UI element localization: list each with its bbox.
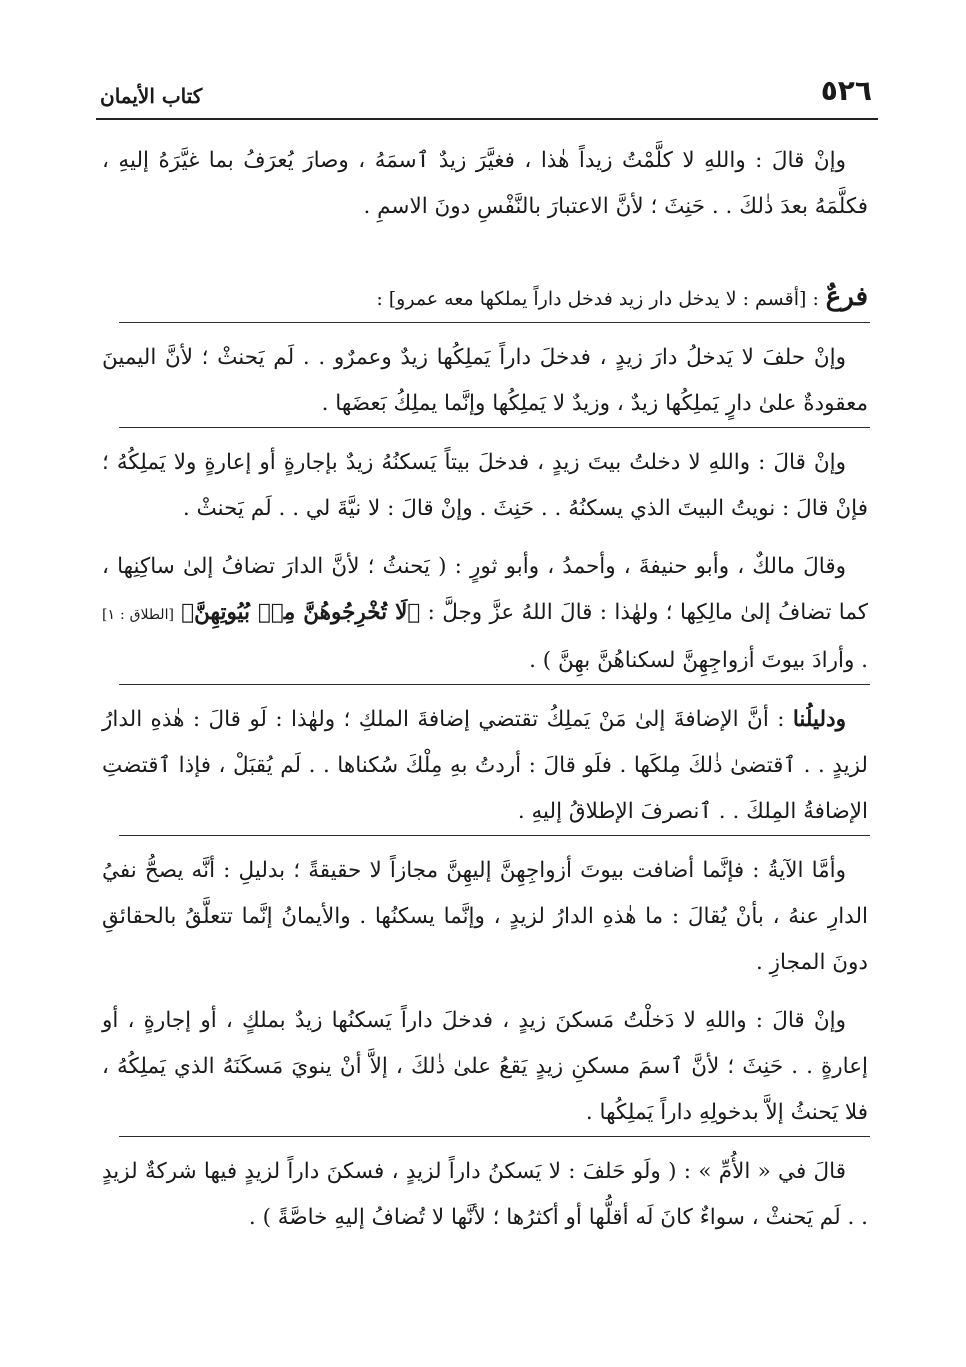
paragraph-8-text: قالَ في « الأُمِّ » : ( ولَو حَلفَ : لا يَسكنُ داراً لزيدٍ ، فسكنَ داراً لزيدٍ فيها شركةٌ لزيدٍ . . لَم يَحنثْ ، سواءٌ كانَ لَه أقلُّها أو أكثرُها ؛ لأنَّها لا تُضافُ إليهِ خاصَّةً ) . — [102, 1159, 868, 1230]
section-divider — [119, 835, 870, 836]
branch-heading-lead: فرعٌ — [825, 282, 868, 312]
paragraph-5-lead: ودليلُنا — [792, 707, 846, 732]
paragraph-1 — [96, 138, 878, 230]
branch-heading — [96, 274, 878, 322]
page-header — [96, 68, 878, 120]
paragraph-4 — [96, 544, 878, 684]
page-number: ٥٢٦ — [820, 74, 872, 107]
paragraph-3 — [96, 440, 878, 532]
branch-heading-note: : [أقسم : لا يدخل دار زيد فدخل داراً يملكها معه عمرو] : — [376, 288, 819, 310]
paragraph-7 — [96, 998, 878, 1136]
book-page — [96, 68, 878, 1241]
paragraph-8 — [96, 1149, 878, 1241]
quran-verse: ﴿لَا تُخْرِجُوهُنَّ مِنۢ بُيُوتِهِنَّ﴾ — [181, 600, 421, 625]
paragraph-4-text-b: . وأرادَ بيوتَ أزواجِهِنَّ لسكناهُنَّ بهِنَّ ) . — [529, 648, 868, 673]
paragraph-1-text: وإنْ قالَ : واللهِ لا كلَّمْتُ زيداً هٰذا ، فغيَّرَ زيدٌ ٱسمَهُ ، وصارَ يُعرَفُ بما غيَّرَهُ إليهِ ، فكلَّمَهُ بعدَ ذٰلكَ . . حَنِثَ ؛ لأنَّ الاعتبارَ بالنَّفْسِ دونَ الاسمِ . — [102, 148, 868, 219]
paragraph-6 — [96, 848, 878, 986]
running-title: كتاب الأيمان — [100, 84, 203, 108]
section-divider — [119, 1136, 870, 1137]
paragraph-7-text: وإنْ قالَ : واللهِ لا دَخلْتُ مَسكنَ زيدٍ ، فدخلَ داراً يَسكنُها زيدٌ بملكٍ ، أو إجارةٍ ، أو إعارةٍ . . حَنِثَ ؛ لأنَّ ٱسمَ مسكنِ زيدٍ يَقعُ علىٰ ذٰلكَ ، إلاَّ أنْ ينويَ مَسكَنَهُ الذي يَملِكُهُ ، فلا يَحنثُ إلاَّ بدخولِهِ داراً يَملِكُها . — [102, 1008, 868, 1125]
section-divider — [119, 427, 870, 428]
paragraph-3-text: وإنْ قالَ : واللهِ لا دخلتُ بيتَ زيدٍ ، فدخلَ بيتاً يَسكنُهُ زيدٌ بإجارةٍ أو إعارةٍ ولا يَملِكُهُ ؛ فإنْ قالَ : نويتُ البيتَ الذي يسكنُهُ . . حَنِثَ . وإنْ قالَ : لا نيَّةَ لي . . لَم يَحنثْ . — [102, 450, 868, 521]
paragraph-2 — [96, 335, 878, 427]
quran-reference: [الطلاق : ١] — [102, 607, 174, 623]
paragraph-5 — [96, 697, 878, 835]
paragraph-4-text-a: وقالَ مالكٌ ، وأبو حنيفةَ ، وأحمدُ ، وأبو ثورٍ : ( يَحنثُ ؛ لأنَّ الدارَ تضافُ إلىٰ ساكِنِها ، كما تضافُ إلىٰ مالِكِها ؛ ولهٰذا : قالَ اللهُ عزَّ وجلَّ : — [102, 554, 869, 625]
section-divider — [119, 322, 870, 323]
section-divider — [119, 684, 870, 685]
paragraph-5-text: : أنَّ الإضافةَ إلىٰ مَنْ يَملِكُ تقتضي إضافةَ الملكِ ؛ ولهٰذا : لَو قالَ : هٰذهِ الدارُ لزيدٍ . . ٱقتضىٰ ذٰلكَ مِلكَها . فلَو قالَ : أردتُ بهِ مِلْكَ سُكناها . . لَم يُقبَلْ ، فإذا ٱقتضتِ الإضافةُ المِلكَ . . ٱنصرفَ الإطلاقُ إليهِ . — [102, 707, 868, 824]
paragraph-6-text: وأمَّا الآيةُ : فإنَّما أضافت بيوتَ أزواجِهِنَّ إليهِنَّ مجازاً لا حقيقةً ؛ بدليلِ : أنَّه يصحُّ نفيُ الدارِ عنهُ ، بأنْ يُقالَ : ما هٰذهِ الدارُ لزيدٍ ، وإنَّما يسكنُها . والأيمانُ إنَّما تتعلَّقُ بالحقائقِ دونَ المجازِ . — [102, 858, 868, 975]
paragraph-2-text: وإنْ حلفَ لا يَدخلُ دارَ زيدٍ ، فدخلَ داراً يَملِكُها زيدٌ وعمرٌو . . لَم يَحنثْ ؛ لأنَّ اليمينَ معقودةٌ علىٰ دارٍ يَملِكُها زيدٌ ، وزيدٌ لا يَملِكُها وإنَّما يملِكُ بَعضَها . — [102, 345, 868, 416]
